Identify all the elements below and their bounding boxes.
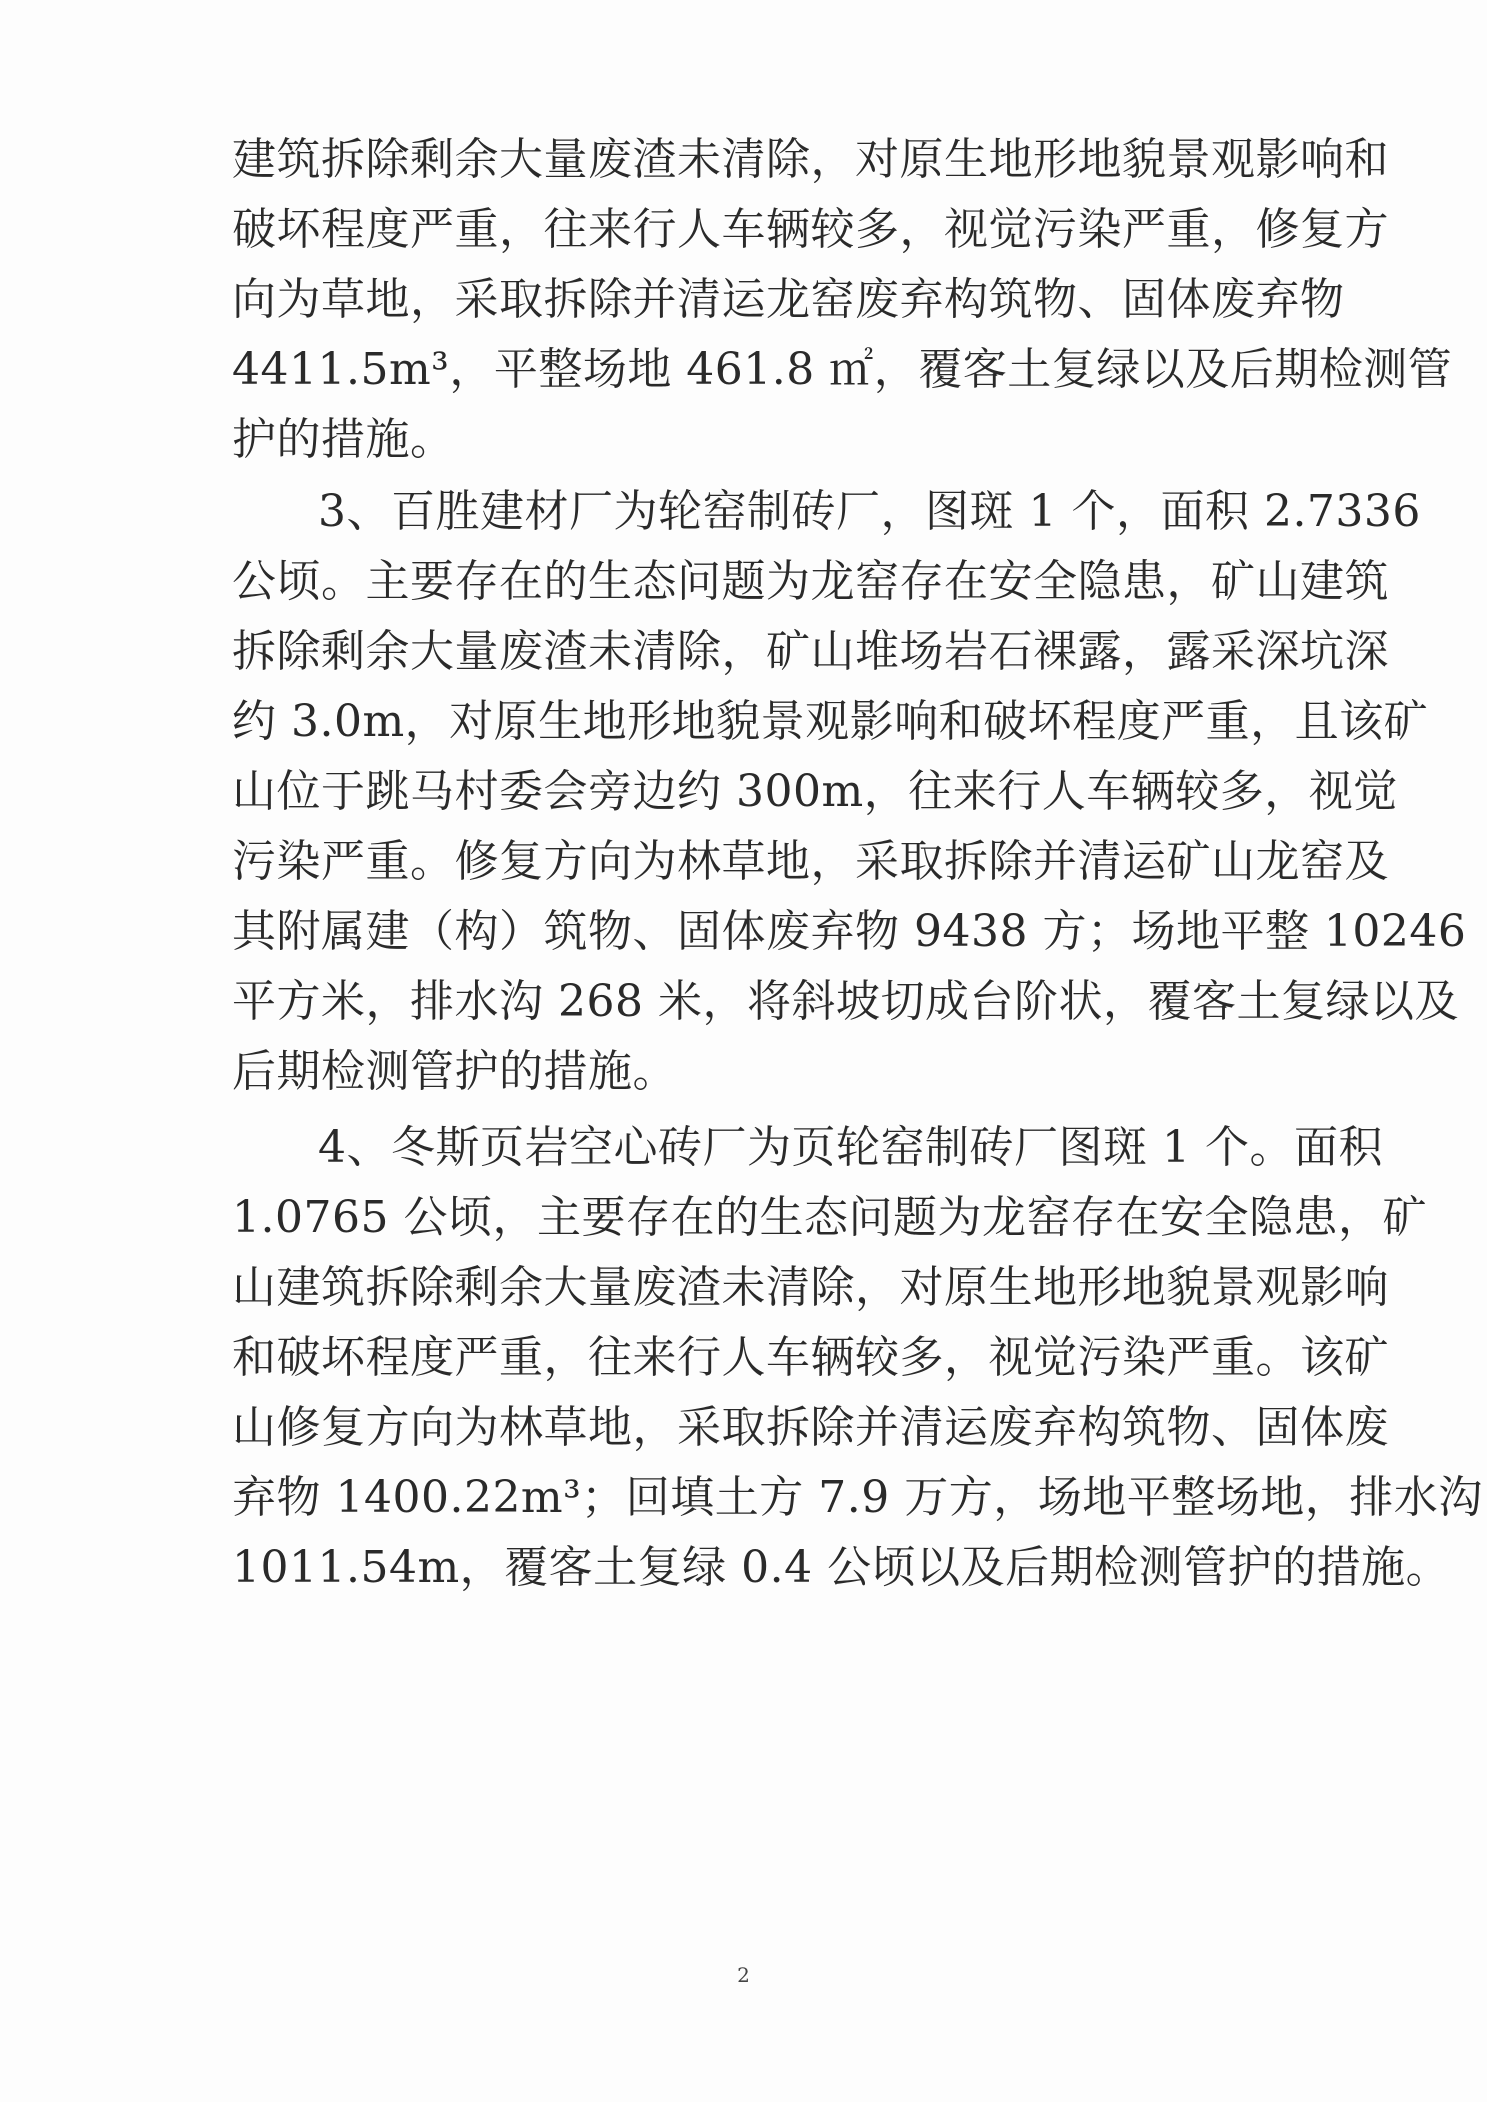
text-line: 破坏程度严重，往来行人车辆较多，视觉污染严重，修复方 <box>232 204 1389 255</box>
text-line: 3、百胜建材厂为轮窑制砖厂，图斑 1 个，面积 2.7336 <box>318 486 1421 537</box>
text-line: 建筑拆除剩余大量废渣未清除，对原生地形地貌景观影响和 <box>232 134 1389 185</box>
text-line: 后期检测管护的措施。 <box>232 1046 677 1097</box>
text-line: 污染严重。修复方向为林草地，采取拆除并清运矿山龙窑及 <box>232 836 1389 887</box>
text-line: 平方米，排水沟 268 米，将斜坡切成台阶状，覆客土复绿以及 <box>232 976 1459 1027</box>
text-line: 公顷。主要存在的生态问题为龙窑存在安全隐患，矿山建筑 <box>232 556 1389 607</box>
text-line: 山修复方向为林草地，采取拆除并清运废弃构筑物、固体废 <box>232 1402 1389 1453</box>
text-line: 弃物 1400.22m³；回填土方 7.9 万方，场地平整场地，排水沟 <box>232 1472 1483 1523</box>
text-line: 约 3.0m，对原生地形地貌景观影响和破坏程度严重，且该矿 <box>232 696 1429 747</box>
text-line: 山位于跳马村委会旁边约 300m，往来行人车辆较多，视觉 <box>232 766 1398 817</box>
text-line: 4、冬斯页岩空心砖厂为页轮窑制砖厂图斑 1 个。面积 <box>318 1122 1383 1173</box>
text-line: 和破坏程度严重，往来行人车辆较多，视觉污染严重。该矿 <box>232 1332 1389 1383</box>
text-line: 向为草地，采取拆除并清运龙窑废弃构筑物、固体废弃物 <box>232 274 1345 325</box>
text-line: 护的措施。 <box>232 414 455 465</box>
page-number: 2 <box>737 1963 750 1987</box>
text-line: 其附属建（构）筑物、固体废弃物 9438 方；场地平整 10246 <box>232 906 1467 957</box>
text-line: 山建筑拆除剩余大量废渣未清除，对原生地形地貌景观影响 <box>232 1262 1389 1313</box>
text-line: 1.0765 公顷，主要存在的生态问题为龙窑存在安全隐患，矿 <box>232 1192 1427 1243</box>
text-line: 拆除剩余大量废渣未清除，矿山堆场岩石裸露，露采深坑深 <box>232 626 1389 677</box>
text-line: 1011.54m，覆客土复绿 0.4 公顷以及后期检测管护的措施。 <box>232 1542 1451 1593</box>
text-line: 4411.5m³，平整场地 461.8 ㎡，覆客土复绿以及后期检测管 <box>232 344 1453 395</box>
